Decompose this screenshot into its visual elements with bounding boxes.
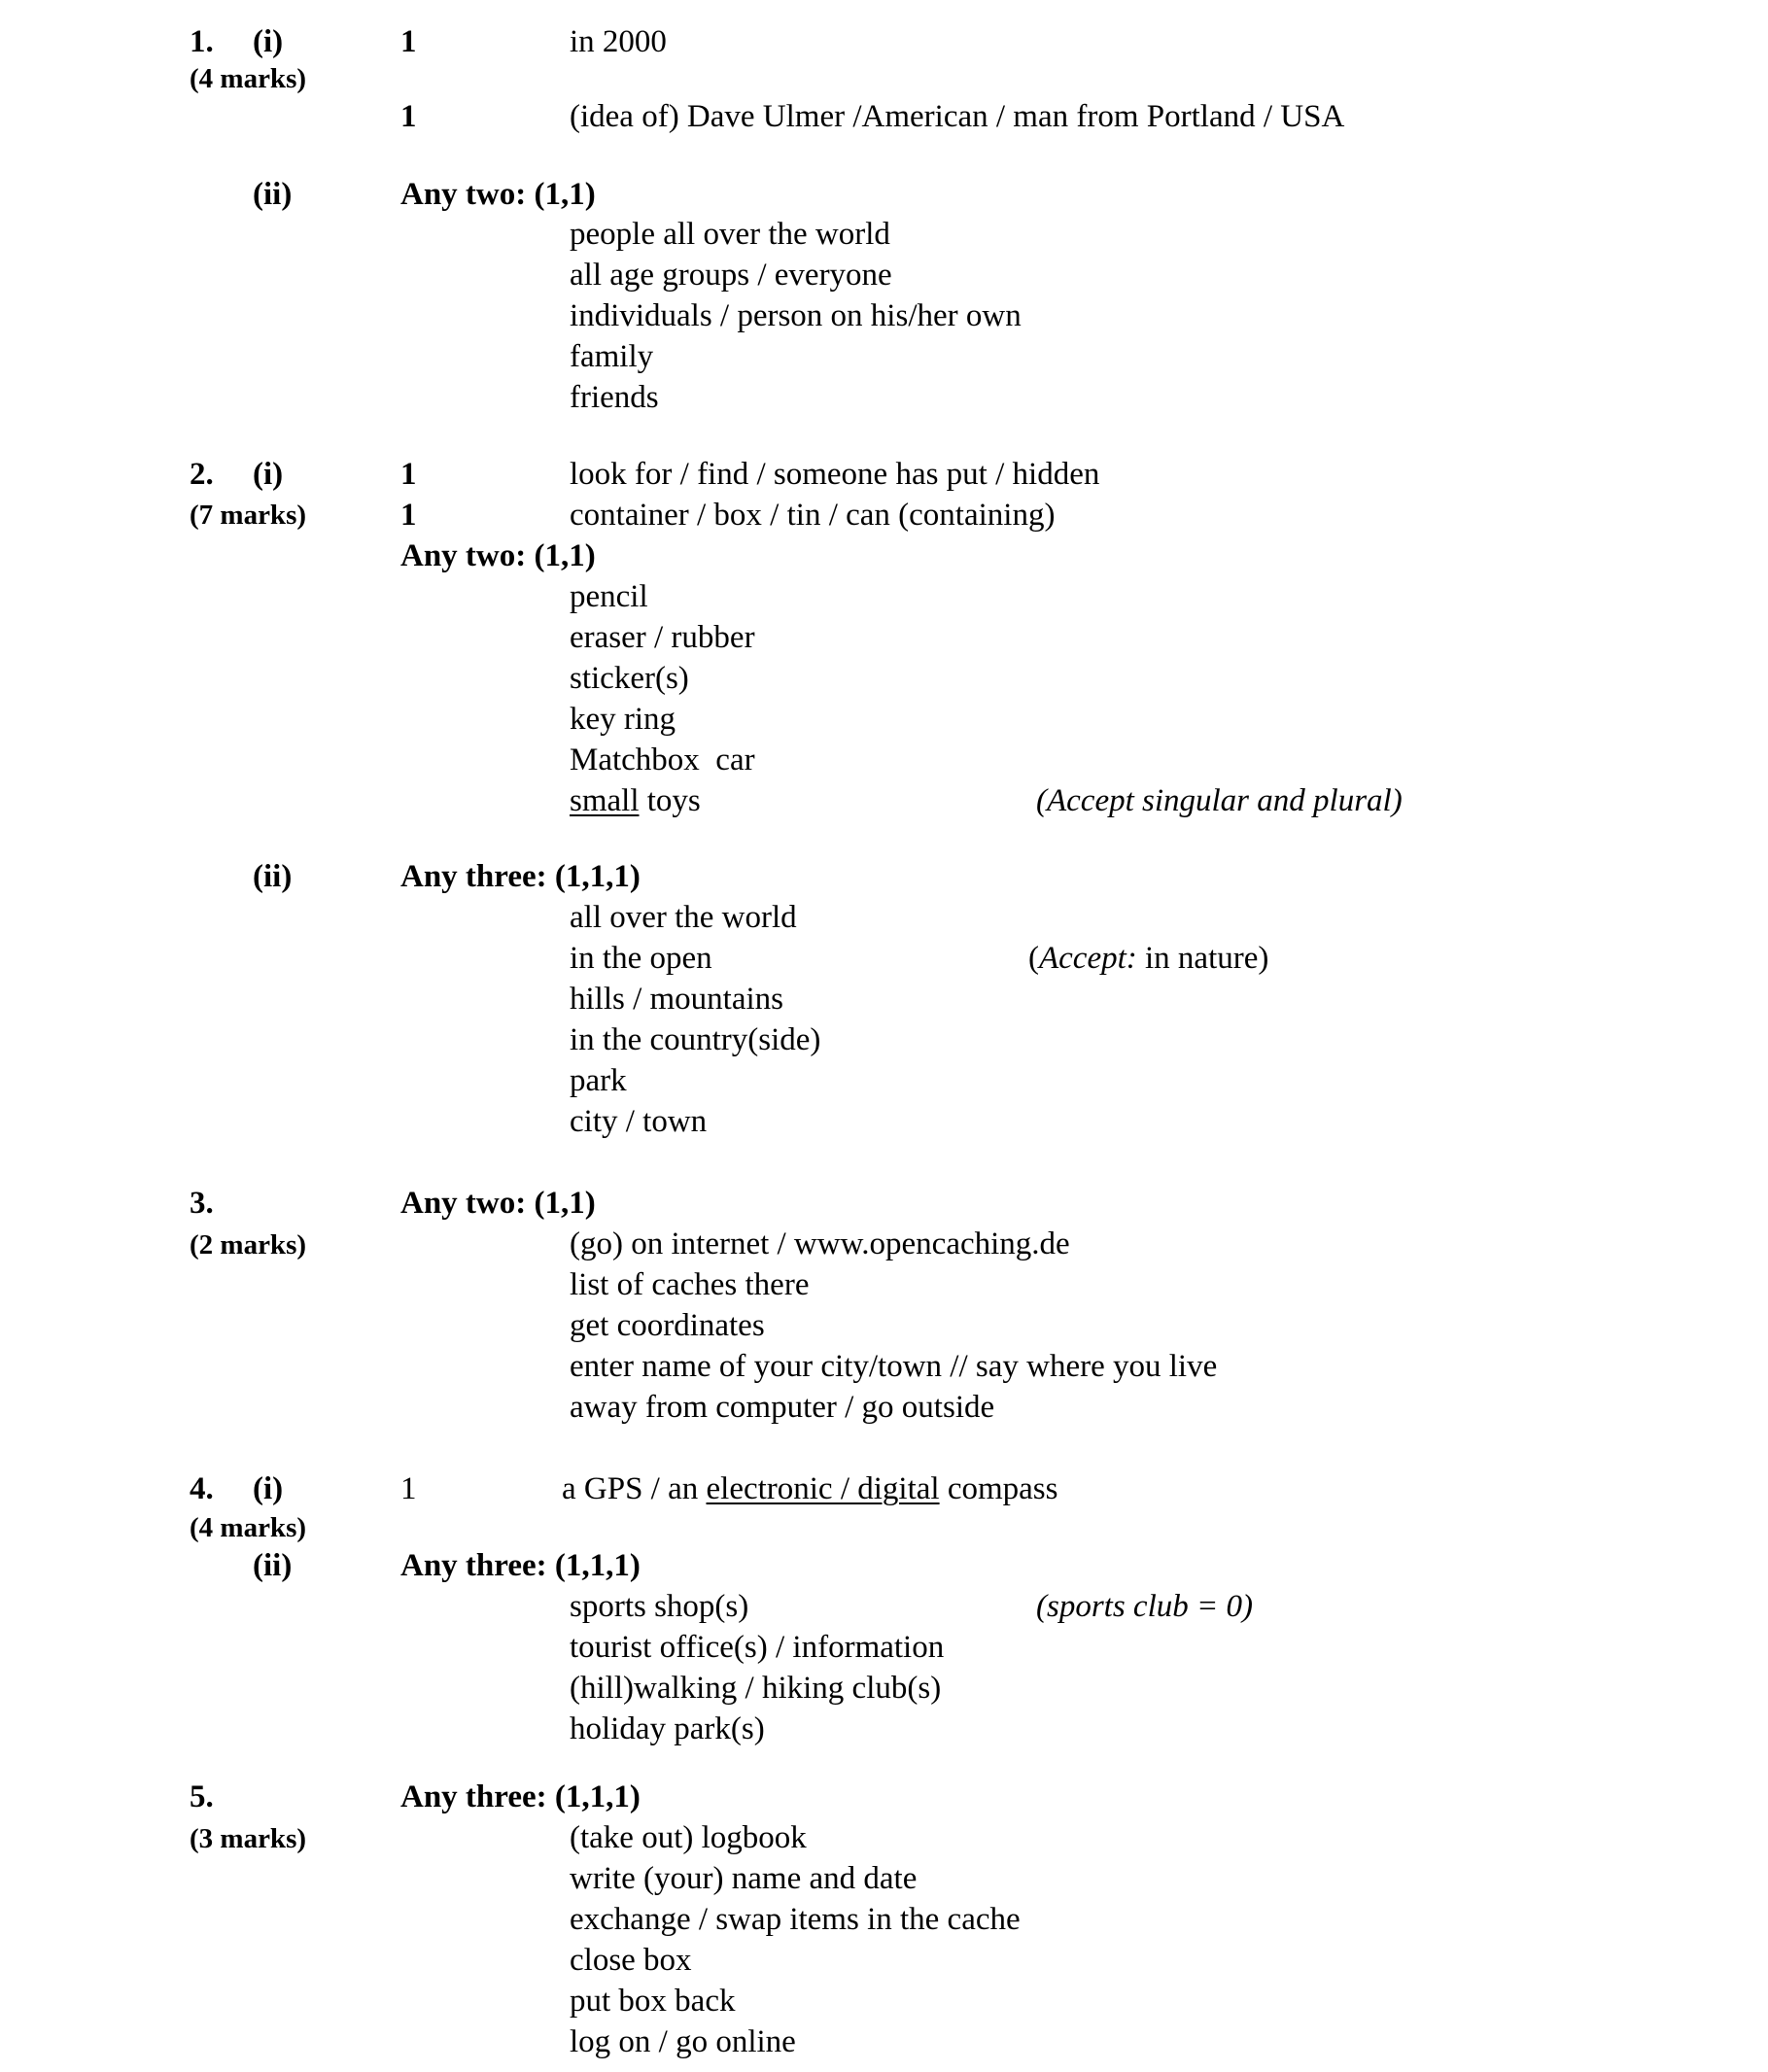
answer-item: in the country(side) — [570, 1022, 821, 1057]
answer-item: park — [570, 1063, 627, 1098]
answer-item: all age groups / everyone — [570, 258, 892, 293]
marking-note: (sports club = 0) — [1036, 1589, 1254, 1624]
mark-value: 1 — [400, 99, 417, 134]
answer-item: close box — [570, 1943, 692, 1978]
answer-item: key ring — [570, 702, 676, 737]
answer-item: put box back — [570, 1984, 736, 2019]
answer-item: enter name of your city/town // say where you live — [570, 1349, 1218, 1384]
question-marks: (3 marks) — [190, 1823, 307, 1854]
answer-item: city / town — [570, 1104, 708, 1139]
mark-value: 1 — [400, 1471, 417, 1506]
answer-item: holiday park(s) — [570, 1711, 765, 1746]
part-label: (i) — [253, 1471, 284, 1506]
answer-text: in 2000 — [570, 24, 667, 59]
question-marks: (2 marks) — [190, 1229, 307, 1260]
answer-item: sports shop(s) — [570, 1589, 749, 1624]
underlined-word: small — [570, 783, 640, 818]
answer-text: look for / find / someone has put / hidden — [570, 457, 1100, 492]
answer-item: away from computer / go outside — [570, 1390, 995, 1425]
marking-rule: Any three: (1,1,1) — [400, 1779, 641, 1814]
part-label: (i) — [253, 24, 284, 59]
answer-text: container / box / tin / can (containing) — [570, 498, 1056, 533]
answer-item: (go) on internet / www.opencaching.de — [570, 1226, 1070, 1261]
answer-item: friends — [570, 380, 659, 415]
part-label: (ii) — [253, 1548, 293, 1583]
answer-item: eraser / rubber — [570, 620, 755, 655]
mark-value: 1 — [400, 24, 417, 59]
answer-item: get coordinates — [570, 1308, 765, 1343]
part-label: (ii) — [253, 177, 293, 212]
question-number: 1. — [190, 24, 214, 59]
question-number: 2. — [190, 457, 214, 492]
answer-item: all over the world — [570, 900, 797, 935]
answer-item: pencil — [570, 579, 648, 614]
question-number: 5. — [190, 1779, 214, 1814]
underlined-phrase: electronic / digital — [706, 1471, 940, 1506]
mark-value: 1 — [400, 457, 417, 492]
answer-item: write (your) name and date — [570, 1861, 918, 1896]
answer-item: hills / mountains — [570, 982, 784, 1017]
answer-item: in the open — [570, 941, 712, 976]
answer-item: tourist office(s) / information — [570, 1630, 945, 1665]
answer-item: log on / go online — [570, 2024, 796, 2059]
marking-note: (Accept singular and plural) — [1036, 783, 1403, 818]
answer-item: small toys — [570, 783, 701, 818]
marking-rule: Any two: (1,1) — [400, 538, 596, 573]
question-marks: (4 marks) — [190, 1512, 307, 1543]
marking-rule: Any two: (1,1) — [400, 1186, 596, 1221]
answer-item: list of caches there — [570, 1267, 810, 1302]
part-label: (ii) — [253, 859, 293, 894]
answer-item: exchange / swap items in the cache — [570, 1902, 1021, 1937]
mark-value: 1 — [400, 498, 417, 533]
answer-item: (hill)walking / hiking club(s) — [570, 1671, 942, 1706]
marking-note: (Accept: in nature) — [1028, 941, 1269, 976]
answer-item: Matchbox car — [570, 742, 755, 777]
part-label: (i) — [253, 457, 284, 492]
question-marks: (7 marks) — [190, 500, 307, 531]
answer-item: individuals / person on his/her own — [570, 298, 1022, 333]
marking-rule: Any three: (1,1,1) — [400, 859, 641, 894]
answer-item: sticker(s) — [570, 661, 689, 696]
marking-rule: Any three: (1,1,1) — [400, 1548, 641, 1583]
marking-rule: Any two: (1,1) — [400, 177, 596, 212]
answer-item: people all over the world — [570, 217, 890, 252]
question-number: 3. — [190, 1186, 214, 1221]
answer-item: family — [570, 339, 654, 374]
question-marks: (4 marks) — [190, 63, 307, 94]
answer-text: (idea of) Dave Ulmer /American / man from Portland / USA — [570, 99, 1345, 134]
answer-text: a GPS / an electronic / digital compass — [562, 1471, 1058, 1506]
question-number: 4. — [190, 1471, 214, 1506]
answer-item: (take out) logbook — [570, 1820, 807, 1855]
